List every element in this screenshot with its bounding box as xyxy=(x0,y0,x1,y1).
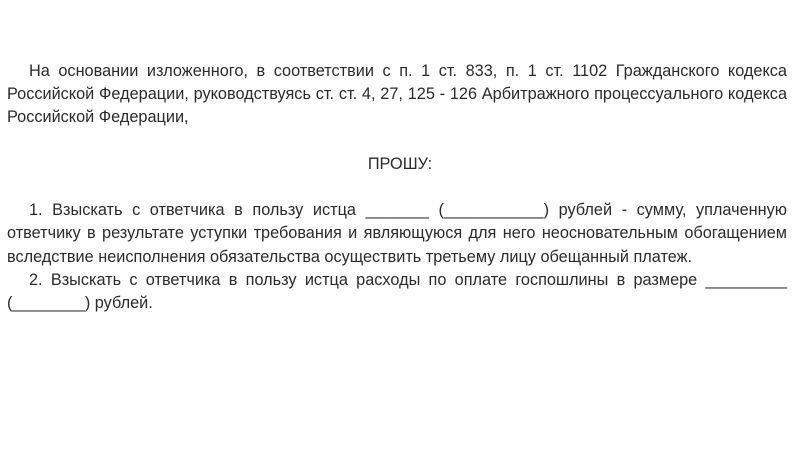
spacer xyxy=(7,130,787,153)
request-heading: ПРОШУ: xyxy=(367,154,433,173)
spacer xyxy=(7,176,787,199)
request-item-2: 2. Взыскать с ответчика в пользу истца расходы по оплате госпошлины в размере _________ (________) рублей. xyxy=(7,270,787,312)
document-body xyxy=(7,60,787,315)
intro-paragraph: На основании изложенного, в соответствии с п. 1 ст. 833, п. 1 ст. 1102 Гражданского кодекса Российской Федерации, руководствуясь ст. ст. 4, 27, 125 - 126 Арбитражного процессуального кодекса Российской Федерации, xyxy=(7,62,787,127)
request-item-1: 1. Взыскать с ответчика в пользу истца _______ (___________) рублей - сумму, уплаченную ответчику в результате уступки требования и являющуюся для него неосновательным обогащением вследствие неисполнения обязательства осуществить третьему лицу обещанный платеж. xyxy=(7,201,787,266)
